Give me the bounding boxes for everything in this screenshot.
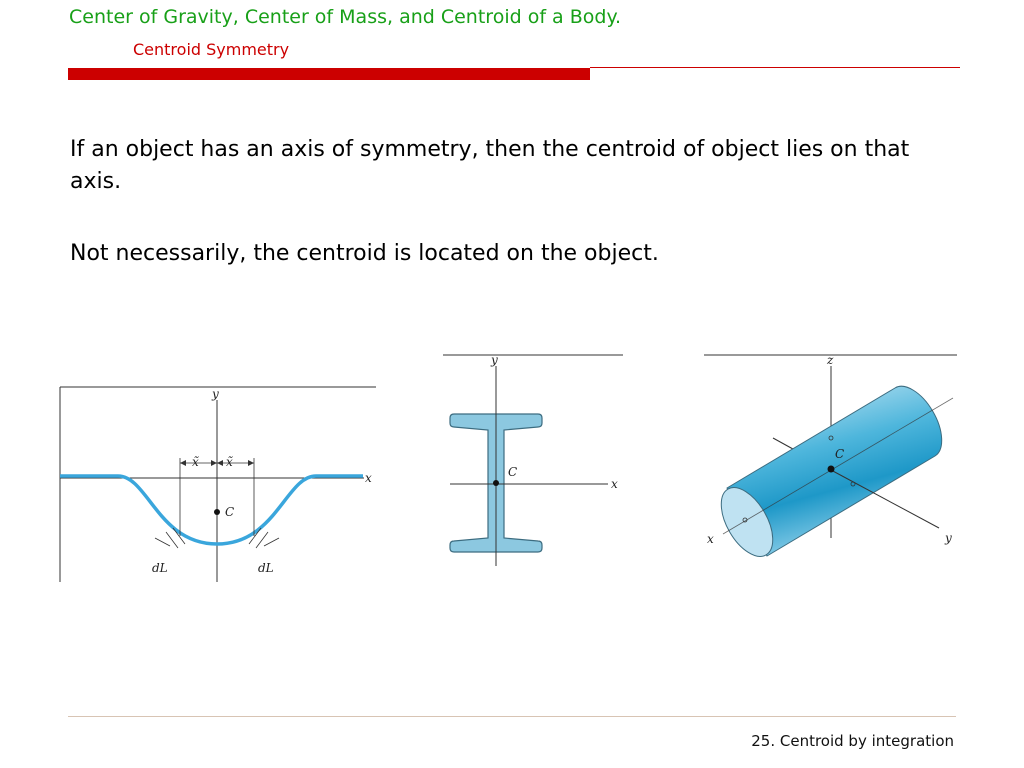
xbar-right-label: x̃ [226, 455, 233, 469]
curve-centroid-dot [214, 509, 220, 515]
dl-right-label: dL [258, 561, 274, 575]
slide-subtitle: Centroid Symmetry [133, 40, 290, 59]
ibeam-x-label: x [611, 477, 618, 491]
xbar-left-label: x̃ [192, 455, 199, 469]
title-rule-thick [68, 68, 590, 80]
cylinder-centroid-dot [828, 466, 835, 473]
paragraph-location: Not necessarily, the centroid is located on the object. [70, 241, 659, 266]
curve-y-label: y [212, 387, 219, 401]
ibeam-centroid-label: C [508, 465, 518, 479]
cylinder-x-label: x [707, 532, 714, 546]
curve-x-label: x [365, 471, 372, 485]
figure-curve [58, 386, 378, 584]
footer-text: 25. Centroid by integration [751, 732, 954, 750]
ibeam-centroid-dot [493, 480, 499, 486]
cylinder-centroid-label: C [835, 447, 845, 461]
footer-rule [68, 716, 956, 717]
ibeam-y-label: y [491, 353, 498, 367]
title-rule-thin [590, 67, 960, 68]
figure-ibeam [442, 352, 624, 572]
cylinder-y-label: y [945, 531, 952, 545]
paragraph-symmetry: If an object has an axis of symmetry, then the centroid of object lies on that axis. [70, 137, 910, 194]
cylinder-z-label: z [827, 353, 834, 367]
dl-left-label: dL [152, 561, 168, 575]
curve-path [60, 476, 363, 544]
slide-title: Center of Gravity, Center of Mass, and Centroid of a Body. [69, 6, 622, 28]
figure-cylinder [703, 352, 957, 562]
curve-centroid-label: C [225, 505, 235, 519]
